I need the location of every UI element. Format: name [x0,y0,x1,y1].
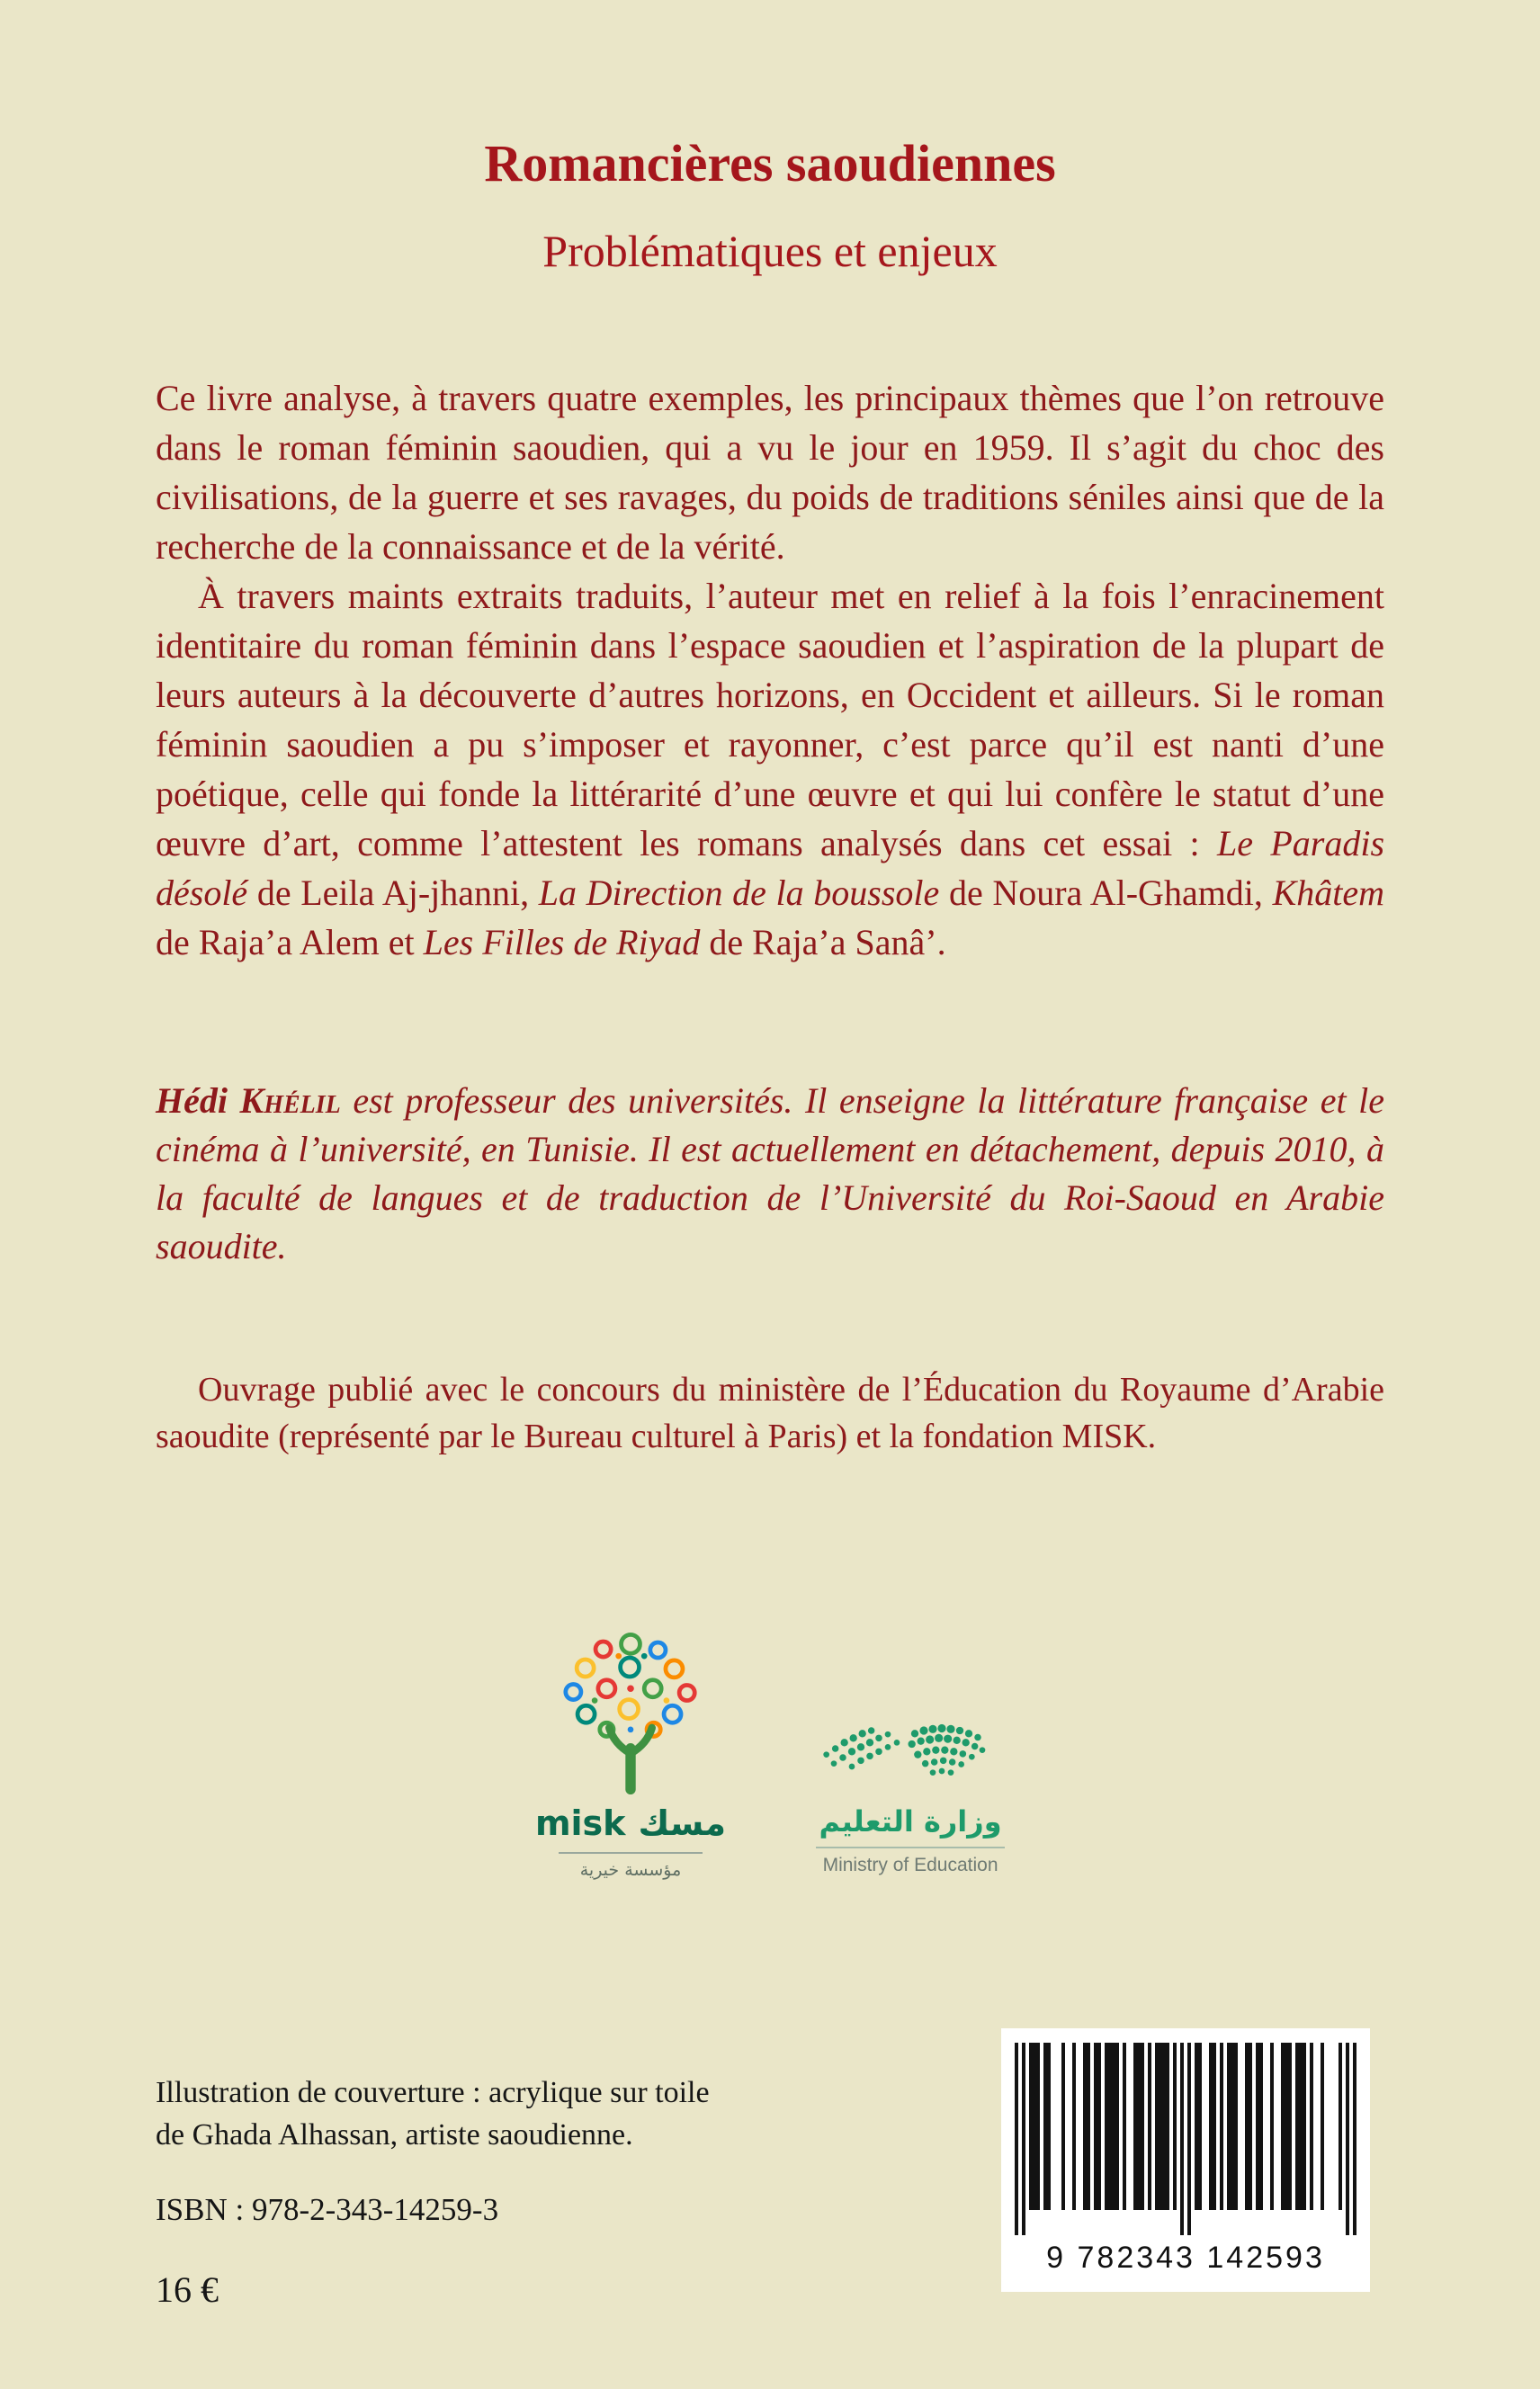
synopsis-paragraph-2 [156,571,1384,967]
misk-wordmark-latin: misk [534,1803,626,1843]
misk-wordmark [535,1803,726,1843]
synopsis-segment: de Raja’a Alem et [156,921,424,962]
barcode-bars [1015,2043,1356,2239]
cited-book-title: Les Filles de Riyad [423,921,701,962]
misk-logo [535,1622,726,1880]
synopsis-paragraph-1: Ce livre analyse, à travers quatre exemples, les principaux thèmes que l’on retrouve dans le roman féminin saoudien, qui a vu le jour en 1959. Il s’agit du choc des civilisations, de la guerre et ses ravages, du poids de traditions séniles ainsi que de la recherche de la connaissance et de la vérité. [156,377,1384,567]
synopsis-segment: de Raja’a Sanâ’. [700,921,946,962]
moe-name-english: Ministry of Education [822,1854,998,1875]
book-title: Romancières saoudiennes [484,134,1056,192]
cover-illustration-credit [156,2071,710,2156]
cited-book-title: La Direction de la boussole [538,872,940,913]
cover-illustration-credit-line1: Illustration de couverture : acrylique sur toile [156,2076,710,2109]
barcode [1015,2043,1356,2239]
cover-illustration-credit-line2: de Ghada Alhassan, artiste saoudienne. [156,2118,633,2152]
moe-emblem-icon [820,1722,1000,1794]
author-bio [156,1077,1384,1271]
moe-name-arabic: وزارة التعليم [819,1803,1002,1839]
ministry-of-education-logo [816,1722,1005,1876]
synopsis-segment: À travers maints extraits traduits, l’auteur met en relief à la fois l’enracinement identitaire du roman féminin dans l’espace saoudien et l’aspiration de la plupart de leurs auteurs à la découverte d’autres horizons, en Occident et ailleurs. Si le roman féminin saoudien a pu s’imposer et rayonner, c’est parce qu’il est nanti d’une poétique, celle qui fonde la littérarité d’une œuvre et qui lui confère le statut d’une œuvre d’art, comme l’attestent les romans analysés dans cet essai : [156,575,1384,863]
synopsis-segment: de Leila Aj-jhanni, [247,872,539,913]
publisher-note: Ouvrage publié avec le concours du ministère de l’Éducation du Royaume d’Arabie saoudite (représenté par le Bureau culturel à Paris) et la fondation MISK. [156,1370,1384,1455]
author-last-name: Khélil [239,1079,341,1121]
misk-tree-icon [545,1622,716,1798]
synopsis [156,373,1384,967]
author-bio-text: est professeur des universités. Il enseigne la littérature française et le cinéma à l’université, en Tunisie. Il est actuellement en détachement, depuis 2010, à la faculté de langues et de traduction de l’Université du Roi-Saoud en Arabie saoudite. [156,1079,1384,1266]
misk-wordmark-arabic: مسك [638,1803,727,1843]
cited-book-title: Khâtem [1272,872,1385,913]
cited-book-title: Le Paradis désolé [156,822,1385,913]
barcode-panel [1001,2028,1370,2292]
book-subtitle: Problématiques et enjeux [542,225,998,276]
misk-tagline: مؤسسة خيرية [559,1852,703,1880]
author-first-name: Hédi [156,1079,240,1121]
logos-row [0,1622,1540,1880]
synopsis-segment: de Noura Al-Ghamdi, [939,872,1273,913]
isbn-number: ISBN : 978-2-343-14259-3 [156,2192,499,2227]
price: 16 € [156,2269,219,2310]
text-column [156,373,1384,1460]
barcode-digits: 9 782343 142593 [1046,2241,1325,2275]
moe-divider [816,1847,1005,1848]
